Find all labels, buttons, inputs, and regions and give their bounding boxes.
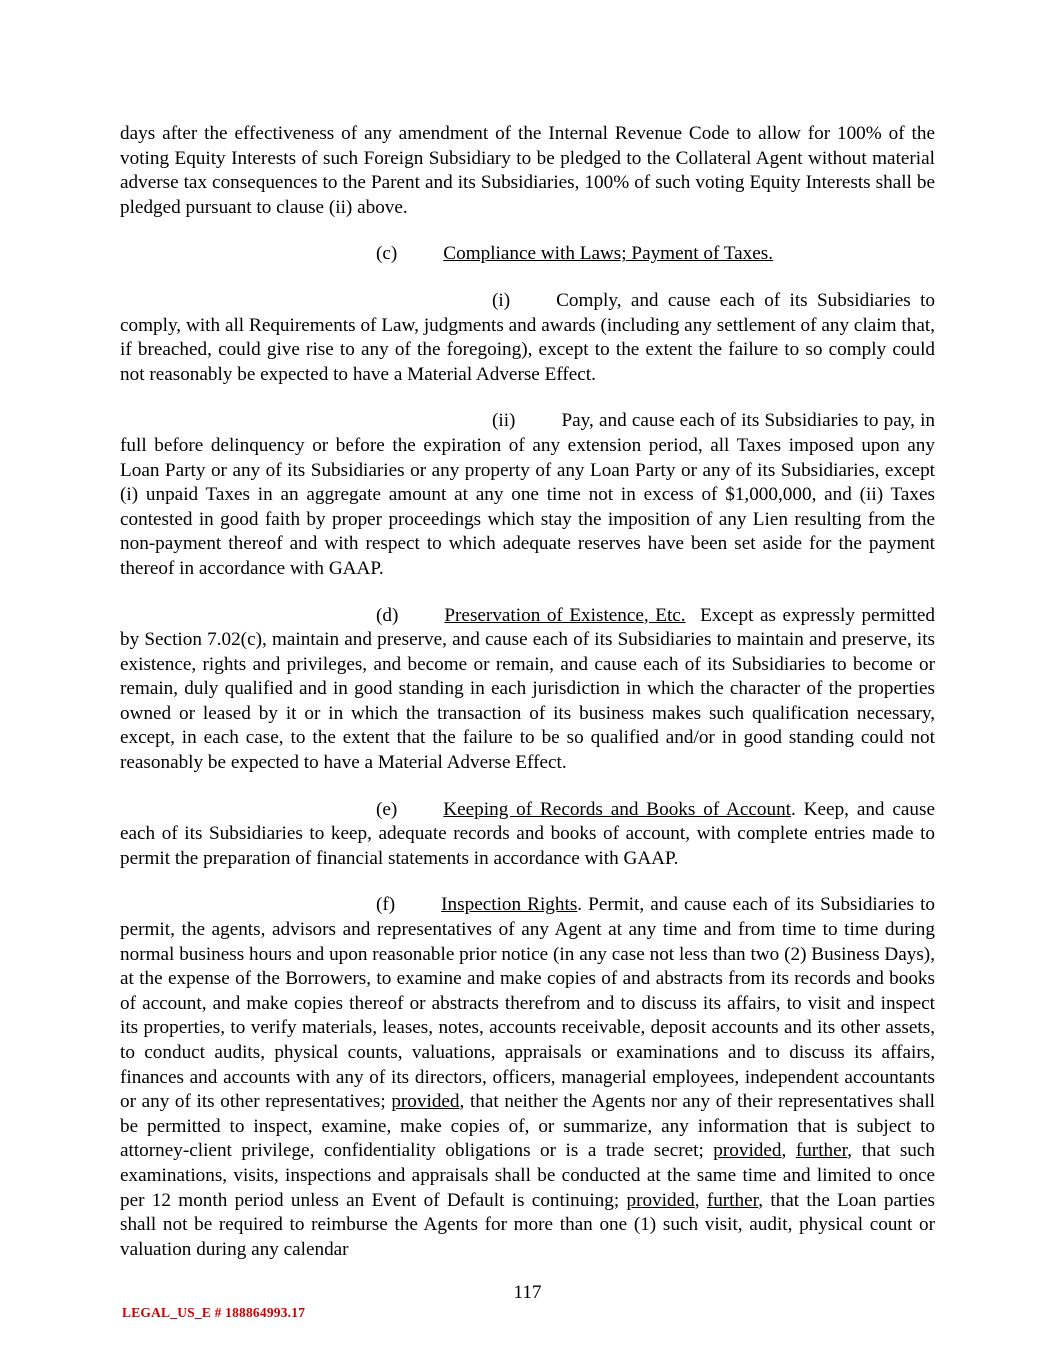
page-number: 117: [513, 1282, 542, 1303]
paragraph-intro: days after the effectiveness of any amendment of the Internal Revenue Code to allow for 100% of the voting Equity Interests of such Foreign Subsidiary to be pledged to the Collateral Agent without material adverse tax consequences to the Parent and its Subsidiaries, 100% of such voting Equity Interests shall be pledged pursuant to clause (ii) above.: [120, 123, 935, 218]
section-title-c: Compliance with Laws; Payment of Taxes.: [443, 243, 774, 265]
document-body: [120, 122, 935, 1284]
paragraph-e-text: . Keep, and cause each of its Subsidiaries to keep, adequate records and books of account, with complete entries made to permit the preparation of financial statements in accordance with GAAP.: [120, 798, 935, 869]
list-marker-c-i: (i): [492, 289, 511, 311]
list-marker-f: (f): [376, 894, 396, 916]
paragraph-d: [120, 604, 935, 776]
paragraph-c-heading: [120, 242, 935, 267]
emphasis-further-2: further: [706, 1189, 759, 1211]
section-title-e: Keeping of Records and Books of Account: [443, 798, 792, 820]
paragraph-c-ii-text: Pay, and cause each of its Subsidiaries to pay, in full before delinquency or before the expiration of any extension period, all Taxes imposed upon any Loan Party or any of its Subsidiaries or any property of any Loan Party or any of its Subsidiaries, except (i) unpaid Taxes in an aggregate amount at any one time not in excess of $1,000,000, and (ii) Taxes contested in good faith by proper proceedings which stay the imposition of any Lien resulting from the non-payment thereof and with respect to which adequate reserves have been set aside for the payment thereof in accordance with GAAP.: [120, 410, 935, 579]
section-title-f: Inspection Rights: [441, 894, 578, 916]
paragraph-f-comma-1: ,: [781, 1140, 796, 1162]
paragraph-f-text-3: , that such examinations, visits, inspections and appraisals shall be conducted at the same time and limited to once per 12 month period unless an Event of Default is continuing;: [120, 1140, 936, 1211]
emphasis-further-1: further: [795, 1140, 848, 1162]
paragraph-f-text-4: , that the Loan parties shall not be required to reimburse the Agents for more than one (1) such visit, audit, physical count or valuation during any calendar: [120, 1189, 935, 1260]
paragraph-c-ii: [120, 409, 935, 581]
paragraph-f-comma-2: ,: [694, 1189, 707, 1211]
list-marker-c: (c): [376, 243, 398, 265]
emphasis-provided-1: provided: [391, 1091, 460, 1113]
paragraph-f-text-2: , that neither the Agents nor any of their representatives shall be permitted to inspect, examine, make copies of, or summarize, any information that is subject to attorney-client privilege, confidentiality obligations or is a trade secret;: [120, 1091, 935, 1162]
footer-legal-id: LEGAL_US_E # 188864993.17: [122, 1305, 306, 1320]
paragraph-d-text: Except as expressly permitted by Section 7.02(c), maintain and preserve, and cause each of its Subsidiaries to maintain and preserve, its existence, rights and privileges, and become or remain, and cause each of its Subsidiaries to become or remain, duly qualified and in good standing in each jurisdiction in which the character of the properties owned or leased by it or in which the transaction of its business makes such qualification necessary, except, in each case, to the extent that the failure to be so qualified and/or in good standing could not reasonably be expected to have a Material Adverse Effect.: [120, 604, 935, 774]
list-marker-c-ii: (ii): [492, 410, 516, 432]
emphasis-provided-3: provided: [626, 1189, 695, 1211]
list-marker-d: (d): [376, 604, 399, 626]
paragraph-c-i-text: Comply, and cause each of its Subsidiaries to comply, with all Requirements of Law, judgments and awards (including any settlement of any claim that, if breached, could give rise to any of the foregoing), except to the extent the failure to so comply could not reasonably be expected to have a Material Adverse Effect.: [120, 289, 935, 385]
emphasis-provided-2: provided: [713, 1140, 782, 1162]
paragraph-c-i: [120, 289, 935, 387]
list-marker-e: (e): [376, 798, 398, 820]
section-title-d: Preservation of Existence, Etc.: [444, 604, 686, 626]
paragraph-f: [120, 893, 935, 1262]
paragraph-e: [120, 798, 935, 872]
paragraph-f-text-1: . Permit, and cause each of its Subsidiaries to permit, the agents, advisors and representatives of any Agent at any time and from time to time during normal business hours and upon reasonable prior notice (in any case not less than two (2) Business Days), at the expense of the Borrowers, to examine and make copies of and abstracts from its records and books of account, and make copies thereof or abstracts therefrom and to discuss its affairs, to visit and inspect its properties, to verify materials, leases, notes, accounts receivable, deposit accounts and its other assets, to conduct audits, physical counts, valuations, appraisals or examinations and to discuss its affairs, finances and accounts with any of its directors, officers, managerial employees, independent accountants or any of its other representatives;: [120, 894, 935, 1113]
